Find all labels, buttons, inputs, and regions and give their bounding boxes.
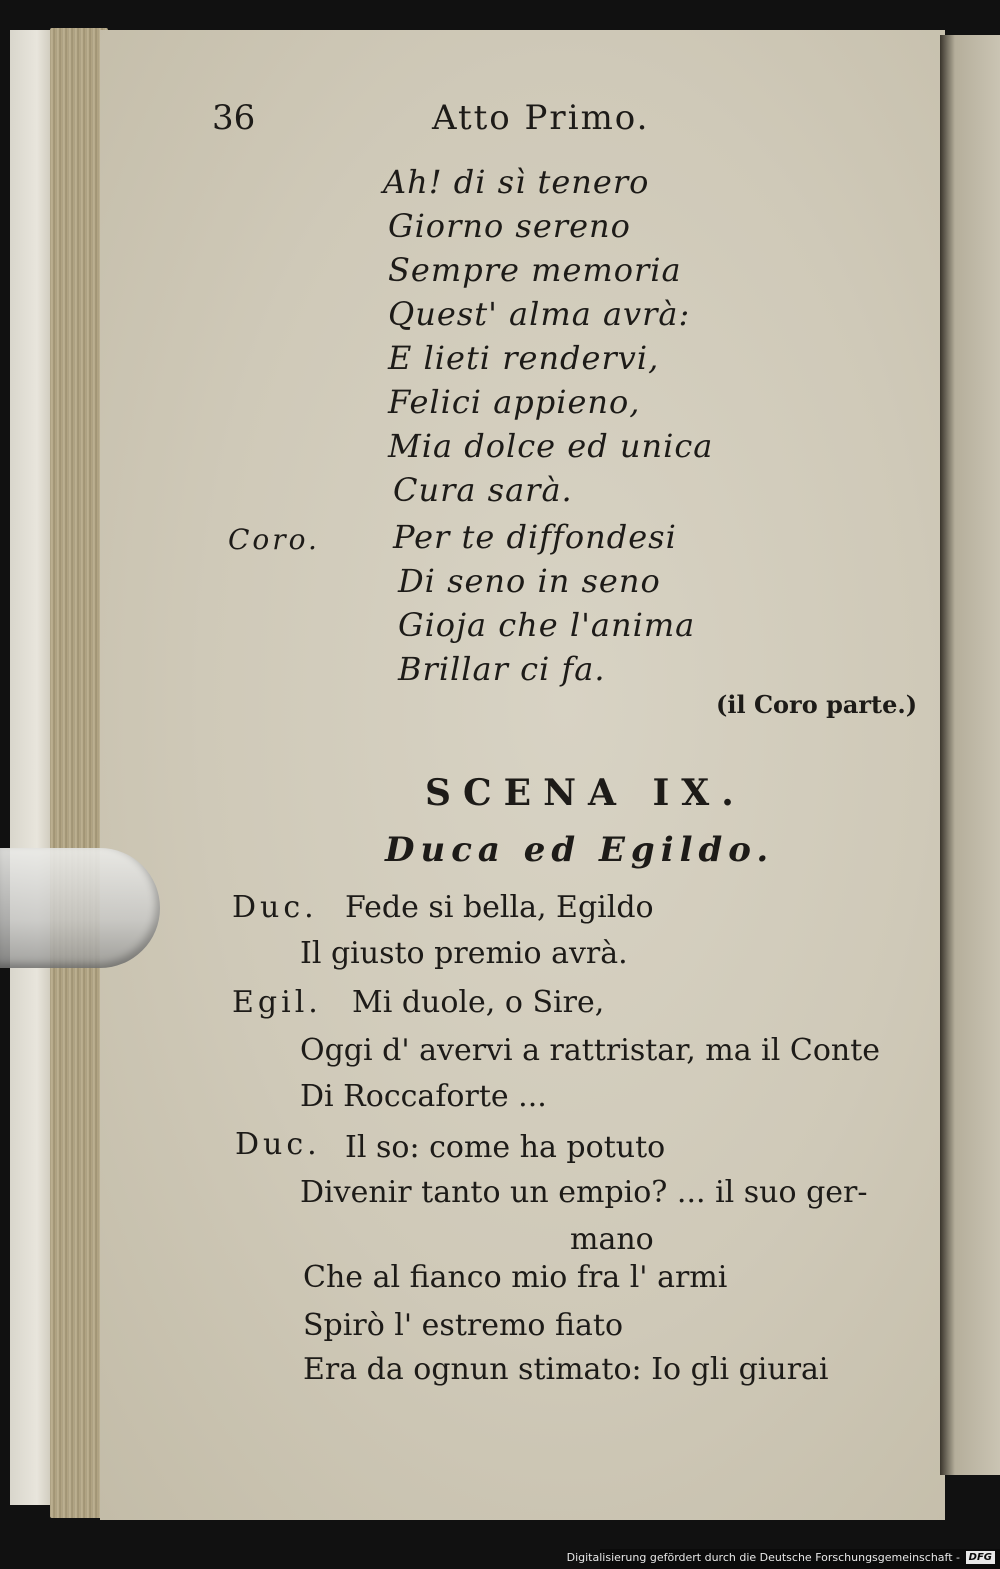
scene-persons: Duca ed Egildo. — [385, 830, 775, 870]
verse-line: Cura sarà. — [393, 471, 573, 509]
right-page-edge — [940, 35, 1000, 1475]
dialogue-line: Fede si bella, Egildo — [345, 890, 654, 925]
dfg-logo: DFG — [966, 1551, 995, 1564]
page-clip — [0, 848, 160, 968]
verse-line: Giorno sereno — [388, 207, 631, 245]
dialogue-line: Divenir tanto un empio? ... il suo ger- — [300, 1175, 868, 1210]
footer-credit: Digitalisierung gefördert durch die Deutsche Forschungsgemeinschaft - — [566, 1551, 960, 1564]
scene-heading: SCENA IX. — [425, 772, 746, 814]
dialogue-line: Oggi d' avervi a rattristar, ma il Conte — [300, 1033, 881, 1068]
verse-line: E lieti rendervi, — [388, 339, 660, 377]
dialogue-line: Che al fianco mio fra l' armi — [303, 1260, 728, 1295]
speaker-coro: Coro. — [228, 523, 320, 556]
dialogue-line: Mi duole, o Sire, — [352, 985, 605, 1020]
dialogue-line: Di Roccaforte ... — [300, 1079, 547, 1114]
verse-line: Quest' alma avrà: — [388, 295, 691, 333]
dialogue-line: Il giusto premio avrà. — [300, 936, 628, 971]
verse-line: Felici appieno, — [388, 383, 641, 421]
verse-line: Gioja che l'anima — [398, 606, 696, 644]
verse-line: Brillar ci fa. — [398, 650, 606, 688]
running-title: Atto Primo. — [432, 98, 650, 138]
stage-direction: (il Coro parte.) — [716, 690, 918, 719]
dialogue-line: Il so: come ha potuto — [345, 1130, 666, 1165]
speaker-duca: Duc. — [235, 1127, 321, 1162]
verse-line: Ah! di sì tenero — [383, 163, 650, 201]
verse-line: Sempre memoria — [388, 251, 682, 289]
verse-line: Per te diffondesi — [393, 518, 677, 556]
verse-line: Di seno in seno — [398, 562, 661, 600]
verse-line: Mia dolce ed unica — [388, 427, 714, 465]
dialogue-line: Era da ognun stimato: Io gli giurai — [303, 1352, 829, 1387]
dialogue-line: mano — [570, 1222, 654, 1257]
speaker-duca: Duc. — [232, 890, 318, 925]
speaker-egildo: Egil. — [232, 985, 322, 1020]
left-page-edge — [10, 30, 55, 1505]
dialogue-line: Spirò l' estremo fiato — [303, 1308, 624, 1343]
page-number: 36 — [212, 98, 256, 138]
